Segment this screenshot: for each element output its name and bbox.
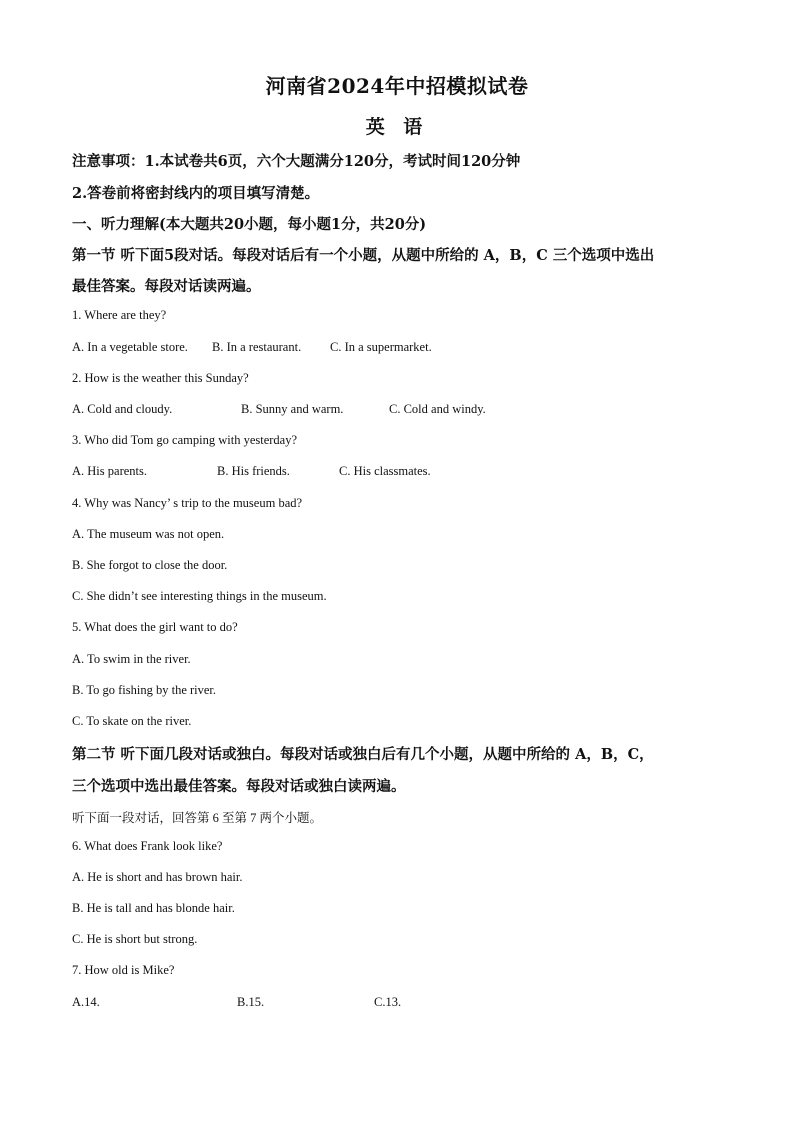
- q2-option-a: A. Cold and cloudy.: [72, 402, 173, 416]
- part1-heading: 一、听力理解(本大题共20小题，每小题1分，共20分): [72, 216, 427, 233]
- q7-option-c: C.13.: [374, 995, 402, 1009]
- q6-option-a: A. He is short and has brown hair.: [72, 870, 243, 884]
- notes-line-1: 注意事项：1.本试卷共6页，六个大题满分120分，考试时间120分钟: [72, 153, 521, 170]
- exam-title: 河南省2024年中招模拟试卷: [265, 74, 529, 98]
- q2-stem: 2. How is the weather this Sunday?: [72, 371, 249, 385]
- q1-option-b: B. In a restaurant.: [212, 340, 302, 354]
- q4-option-c: C. She didn’t see interesting things in the museum.: [72, 589, 327, 603]
- q3-option-a: A. His parents.: [72, 464, 147, 478]
- section2-instruction-line-2: 三个选项中选出最佳答案。每段对话或独白读两遍。: [72, 778, 406, 795]
- q3-option-c: C. His classmates.: [339, 464, 431, 478]
- section2-instruction-line-1: 第二节 听下面几段对话或独白。每段对话或独白后有几个小题，从题中所给的 A，B，C，: [72, 746, 654, 763]
- q4-stem: 4. Why was Nancy’ s trip to the museum bad?: [72, 496, 303, 510]
- q6-option-b: B. He is tall and has blonde hair.: [72, 901, 235, 915]
- q5-option-c: C. To skate on the river.: [72, 714, 192, 728]
- section1-instruction-line-2: 最佳答案。每段对话读两遍。: [72, 278, 261, 295]
- q1-stem: 1. Where are they?: [72, 308, 167, 322]
- q4-option-a: A. The museum was not open.: [72, 527, 225, 541]
- q1-option-c: C. In a supermarket.: [330, 340, 432, 354]
- q6-option-c: C. He is short but strong.: [72, 932, 198, 946]
- q5-option-b: B. To go fishing by the river.: [72, 683, 217, 697]
- q7-option-b: B.15.: [237, 995, 265, 1009]
- q5-stem: 5. What does the girl want to do?: [72, 620, 238, 634]
- section2-sub-instruction: 听下面一段对话，回答第 6 至第 7 两个小题。: [72, 811, 323, 825]
- q3-option-b: B. His friends.: [217, 464, 290, 478]
- q3-stem: 3. Who did Tom go camping with yesterday?: [72, 433, 298, 447]
- q5-option-a: A. To swim in the river.: [72, 652, 191, 666]
- q6-stem: 6. What does Frank look like?: [72, 839, 223, 853]
- q2-option-b: B. Sunny and warm.: [241, 402, 344, 416]
- section1-instruction-line-1: 第一节 听下面5段对话。每段对话后有一个小题，从题中所给的 A，B，C 三个选项中选出: [72, 247, 655, 264]
- q7-option-a: A.14.: [72, 995, 100, 1009]
- subject-title: 英 语: [365, 116, 429, 138]
- q1-option-a: A. In a vegetable store.: [72, 340, 188, 354]
- q2-option-c: C. Cold and windy.: [389, 402, 486, 416]
- q7-stem: 7. How old is Mike?: [72, 963, 175, 977]
- q4-option-b: B. She forgot to close the door.: [72, 558, 228, 572]
- notes-line-2: 2.答卷前将密封线内的项目填写清楚。: [72, 185, 320, 202]
